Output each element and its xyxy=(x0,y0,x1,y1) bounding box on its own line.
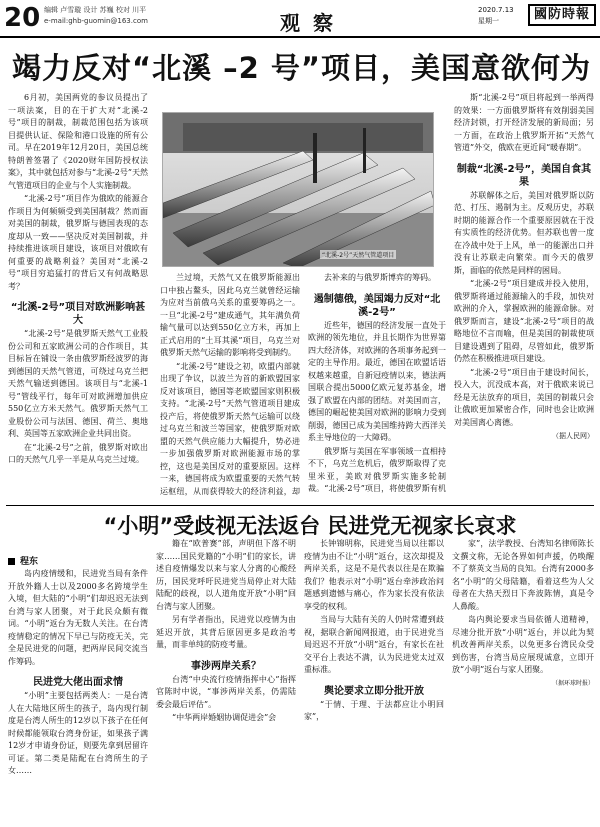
article1-headline: 竭力反对“北溪 –2 号”项目，美国意欲何为 xyxy=(12,51,591,85)
date-text: 2020.7.13 xyxy=(478,6,514,14)
article1-column-1 xyxy=(8,92,148,497)
paragraph: “北溪-2号”项目作为俄欧的能源合作项目为何频频受到美国制裁？然而面对美国的制裁，俄罗斯与德国表现的态度却从一致——坚决反对美国制裁，并持续推进该项目建设，该项目对俄欧有何重要的战略利益？美国对“北溪-2号”项目穷追猛打的背后又有何战略思考？ xyxy=(8,194,148,291)
article2-column-4 xyxy=(452,538,594,822)
paragraph: “小明”主要包括两类人：一是台湾人在大陆地区所生的孩子，岛内现行制度是台湾人所生的12岁以下孩子在任何时候都能领取台湾身份证，如果孩子满12岁才申请身份证，则要先拿到居留许可证。第二类是陆配在台湾所生的子女…… xyxy=(8,691,148,775)
subheading: 遏制德俄，美国竭力反对“北溪-2号” xyxy=(313,293,441,318)
author-name: 程东 xyxy=(20,557,39,567)
paragraph: “北溪-2号”项目建成并投入使用，俄罗斯将通过能源输入的手段，加快对欧洲的介入，掌握欧洲的能源命脉。对俄罗斯而言，建设“北溪-2号”项目的战略地位不言而喻，但是美国的制裁使项目建设遇到了阻碍，尽管如此，俄罗斯仍然在积极推进项目建设。 xyxy=(454,279,594,363)
paragraph: “北溪-2号”是俄罗斯天然气工业股份公司和五家欧洲公司的合作项目，其目标旨在铺设一条由俄罗斯经波罗的海到德国的天然气管道，可绕过乌克兰把天然气输送到德国。该项目与“北溪-1号”管线平行，每年可对欧洲增加供应550亿立方米天然气。俄罗斯天然气工业股份公司与法国、德国、荷兰、奥地利、英国等五家欧洲企业共同出资。 xyxy=(8,329,148,438)
section-divider xyxy=(6,505,594,506)
subheading: 舆论要求立即分批开放 xyxy=(324,685,424,697)
page-number: 20 xyxy=(4,3,41,33)
paragraph: 兰过境，天然气又在俄罗斯能源出口中独占鳌头，因此乌克兰就曾经运输为应对当前俄乌关系的重要筹码之一。一旦“北溪-2号”建成通气，其年满负荷输气量可以达到550亿立方米，再加上正式启用的“土耳其溪”项目，乌克兰对俄罗斯天然气运输的影响将受到制约。 xyxy=(160,273,300,357)
paragraph: 另有学者指出，民进党以疫情为由延迟开放，其背后原因更多是政治考量，而非单纯的防疫考量。 xyxy=(156,615,296,649)
source-credit: （据环球时报） xyxy=(551,679,594,687)
photo-caption: “北溪-2号”天然气管道项目 xyxy=(322,252,395,259)
paragraph: “于情、于理、于法都应让小明回家”， xyxy=(304,699,444,721)
editor-credits: 编辑 卢雪璇 设计 苏巍 校对 川平 xyxy=(44,6,147,14)
paragraph: 长钟锦明称，民进党当局以往都以疫情为由不让“小明”返台，这次却提及两岸关系，这是不是代表以往是在欺骗我们？他表示对“小明”返台牵涉政治问题感到遗憾与痛心，作为家长没有依法享受的权利。 xyxy=(304,539,444,611)
newspaper-logo: 國防時報 xyxy=(528,4,596,26)
editors-line xyxy=(44,5,148,27)
paragraph: 苏联解体之后，美国对俄罗斯以防范、打压、遏制为主。反观历史，苏联时期的能源合作一个重要原因就在于没有实质性的经济优势。但苏联也曾一度在冷战中处于上风，单一的能源出口并没有让苏联走向繁荣。而今天的俄罗斯，面临的依然是同样的困局。 xyxy=(454,190,594,275)
paragraph: 当局与大陆有关的人仍时常遭到歧视，据联合新闻网报道，由于民进党当局迟迟不开放“小明”返台，有家长在社交平台上表达不满，认为民进党太过双重标准。 xyxy=(304,615,444,674)
paragraph: “北溪-2号”建设之初，欧盟内部就出现了争议，以波兰为首的新欧盟国家反对该项目，德国等老欧盟国家则积极支持。“北溪-2号”天然气管道项目建成投产后，将使俄罗斯天然气运输可以绕过乌克兰和波兰等国家，使俄罗斯对欧盟的天然气供应能力大幅提升，势必进一步加强俄罗斯对欧洲能源市场的掌控，这也是美国反对的重要原因。这样一来，德国将成为欧盟重要的天然气转运枢纽，从而获得较大的经济利益，却 xyxy=(160,361,300,496)
issue-date xyxy=(478,5,514,27)
paragraph: 近些年，德国的经济发展一直处于欧洲的领先地位，并且长期作为世界第四大经济体，对欧洲的各项事务起到一定的主导作用。最近，德国在欧盟话语权越来越重，自新冠疫情以来，德法两国联合提出5000亿欧元复苏基金，增强了欧盟在内部的团结。对美国而言，德国的崛起使美国对欧洲的影响力受到削弱，德国已成为美国维持跨大西洋关系主导地位的一大障碍。 xyxy=(308,320,446,442)
pipeline-photo-image xyxy=(163,113,434,267)
source-credit: （据人民网） xyxy=(552,432,594,440)
article1-column-3 xyxy=(308,272,446,497)
paragraph: 岛内疫情缓和，民进党当局有条件开放外籍人士以及2000多名跨境学生入境，但大陆的“小明”们却迟迟无法到台湾与家人团聚，对于此民众颇有微词。“小明”返台为无数人关注。在台湾疫情稳定的情况下早已与防疫无关，完全是民进党的问题，把两岸民间交流当作筹码。 xyxy=(8,569,148,666)
article2-column-2 xyxy=(156,538,296,822)
article1-column-4 xyxy=(454,92,594,497)
paragraph: 台湾“中央流行疫情指挥中心”指挥官陈时中说，“事涉两岸关系，仍需陆委会最后评估”。 xyxy=(156,674,296,709)
article2-headline: “小明”受歧视无法返台 民进党无视家长哀求 xyxy=(103,514,517,538)
article1-column-2 xyxy=(160,272,300,497)
pipeline-photo xyxy=(162,112,434,267)
article1-col1-paragraphs xyxy=(8,92,148,293)
subheading: 制裁“北溪-2号”，美国自食其果 xyxy=(456,163,592,188)
subheading: 民进党大佬出面求情 xyxy=(33,677,123,688)
paragraph: 去补来的与俄罗斯博弈的筹码。 xyxy=(324,273,436,282)
subheading: “北溪-2号”项目对欧洲影响甚大 xyxy=(10,302,146,326)
paragraph: 6月初，美国两党的参议员提出了一项法案，目的在于扩大对“北溪-2号”项目的制裁，制裁范围包括为该项目提供认证、保险和港口设施的所有公司。早在2019年12月20日，美国总统特朗普签署了《2020财年国防授权法案》，其中就包括对参与“北溪-2号”天然气管道项目的企业与个人实施制裁。 xyxy=(8,93,148,190)
email-line: e-mail:ghb-guomin@163.com xyxy=(44,17,148,25)
masthead xyxy=(0,0,600,38)
article2-column-1 xyxy=(8,550,148,822)
paragraph: 在“北溪-2号”之前，俄罗斯对欧出口的天然气几乎一半是从乌克兰过境。 xyxy=(8,442,148,464)
author-line xyxy=(8,554,148,567)
paragraph: “北溪-2号”项目由于建设时间长，投入大，沉没成本高，对于俄欧来说已经是无法放弃的项目，美国的制裁只会让俄欧更加紧密合作，同时也会让欧洲对美国离心离德。 xyxy=(454,367,594,427)
paragraph: 斯“北溪-2号”项目将起到一举两得的效果：一方面俄罗斯将有效削弱美国经济封锁，打开经济发展的新局面；另一方面，在政治上俄罗斯开拓“天然气管道”外交，俄欧在更近间“暖春期”。 xyxy=(454,93,594,152)
weekday-text: 星期一 xyxy=(478,17,499,25)
subheading: 事涉两岸关系？ xyxy=(191,660,261,672)
section-title: 观 察 xyxy=(280,11,336,35)
paragraph: 俄罗斯与美国在军事领域一直相持不下，乌克兰危机后，俄罗斯取得了克里米亚，美欧对俄罗斯实施多轮制裁。“北溪-2号”项目，将使俄罗斯有机 xyxy=(308,446,446,493)
author-marker-icon xyxy=(8,558,15,565)
paragraph: 籍在“欧普赛”部，声明但下落不明家……国民党籍的“小明”们的家长，讲述自疫情爆发以来与家人分离的心酸经历，国民党呼吁民进党当局停止对大陆陆配的歧视，以人道角度开放“小明”回台湾与家人团聚。 xyxy=(156,539,296,611)
article2-column-3 xyxy=(304,538,444,822)
paragraph: 家”，法学教授、台湾知名律师陈长文撰文称，无论各界如何声援，仍唤醒不了蔡英文当局的良知。台湾有2000多名“小明”的父母陆籍，看着这些为人父母者在大热天烈日下奔波陈情，真是令人鼻酸。 xyxy=(452,539,594,611)
paragraph: 岛内舆论要求当局依循人道精神，尽速分批开放“小明”返台，并以此为契机改善两岸关系，以免更多台湾民众受到伤害，台湾当局应展现诚意，立即开放“小明”返台与家人团聚。 xyxy=(452,615,594,674)
paragraph: “中华两岸婚姻协调促进会”会 xyxy=(172,713,277,722)
